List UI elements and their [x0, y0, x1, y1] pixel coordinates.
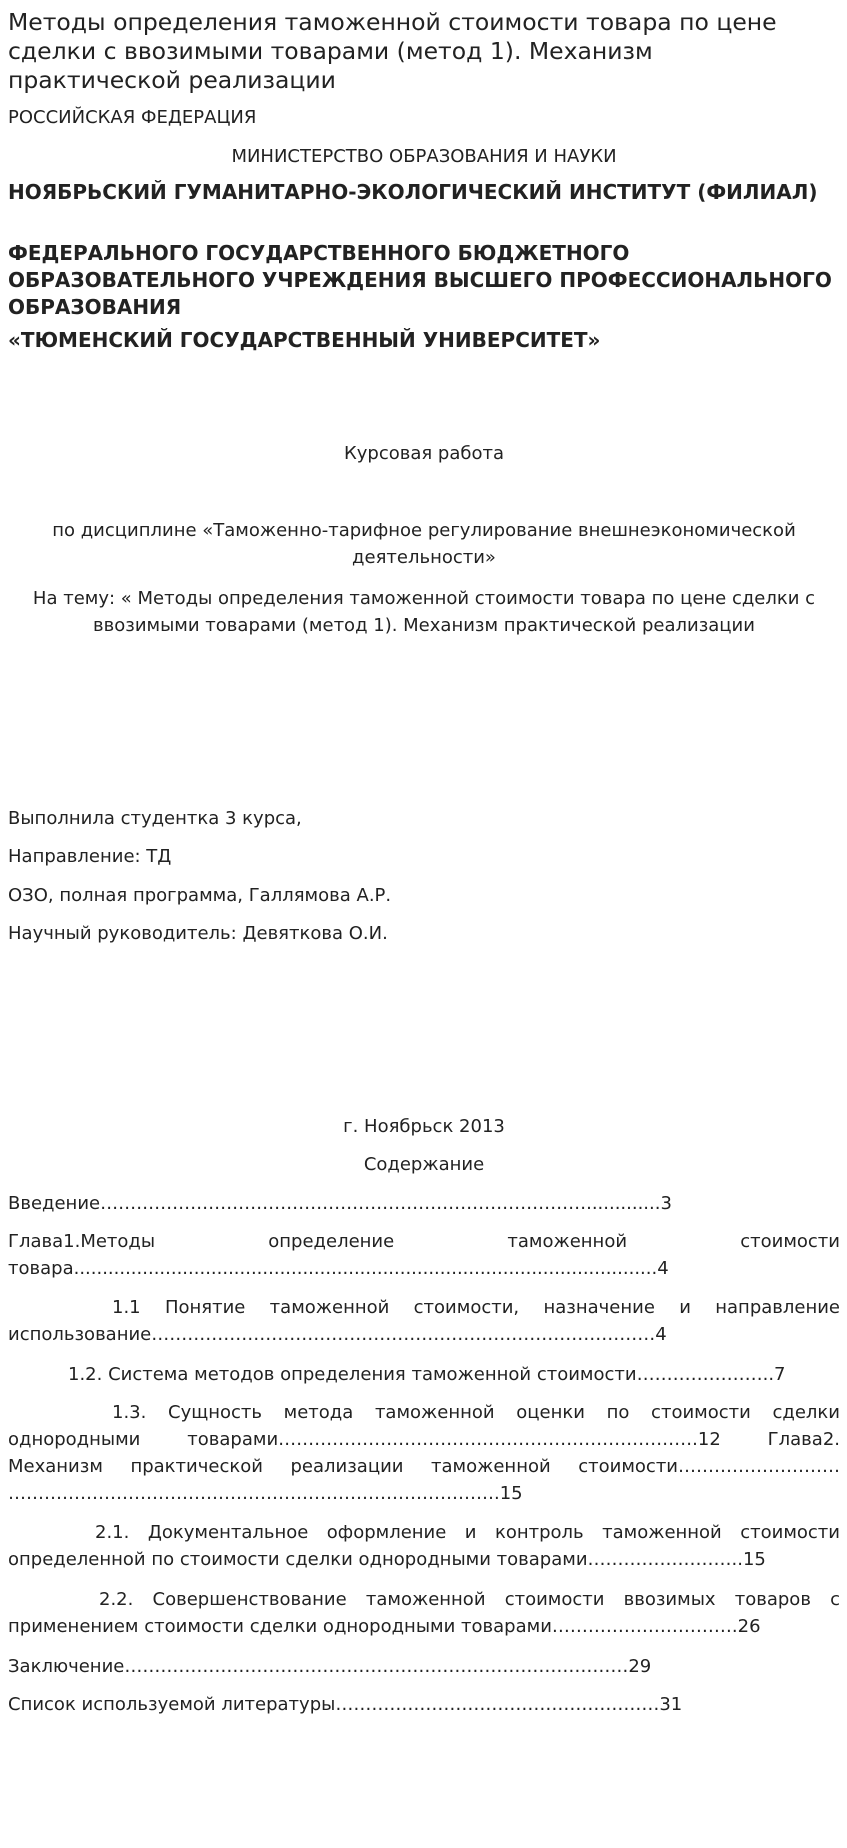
toc-item: 1.2. Система методов определения таможенной стоимости…………………..7: [68, 1364, 786, 1385]
institute-name: НОЯБРЬСКИЙ ГУМАНИТАРНО-ЭКОЛОГИЧЕСКИЙ ИНСТИТУТ (ФИЛИАЛ): [8, 180, 818, 204]
student-info-line: ОЗО, полная программа, Галлямова А.Р.: [8, 885, 392, 906]
work-topic: На тему: « Методы определения таможенной стоимости товара по цене сделки с ввозимыми товарами (метод 1). Механизм практической реализации: [32, 588, 816, 636]
work-type: Курсовая работа: [343, 443, 505, 464]
ministry-label: МИНИСТЕРСТВО ОБРАЗОВАНИЯ И НАУКИ: [231, 146, 617, 167]
city-year: г. Ноябрьск 2013: [343, 1116, 505, 1137]
supervisor-info-line: Научный руководитель: Девяткова О.И.: [8, 923, 388, 944]
toc-item: 2.2. Совершенствование таможенной стоимости ввозимых товаров с применением стоимости сделки однородными товарами………………………….26: [8, 1589, 840, 1637]
country-label: РОССИЙСКАЯ ФЕДЕРАЦИЯ: [8, 107, 257, 128]
page-title: Методы определения таможенной стоимости товара по цене сделки с ввозимыми товарами (метод 1). Механизм практической реализации: [8, 8, 777, 94]
federal-institution-name: ФЕДЕРАЛЬНОГО ГОСУДАРСТВЕННОГО БЮДЖЕТНОГО ОБРАЗОВАТЕЛЬНОГО УЧРЕЖДЕНИЯ ВЫСШЕГО ПРОФЕССИОНАЛЬНОГО ОБРАЗОВАНИЯ: [8, 241, 832, 319]
toc-heading: Содержание: [363, 1154, 485, 1175]
university-name: «ТЮМЕНСКИЙ ГОСУДАРСТВЕННЫЙ УНИВЕРСИТЕТ»: [8, 328, 601, 352]
toc-item: Глава1.Методы определение таможенной стоимости товара......................................................................................................4: [8, 1231, 840, 1279]
work-discipline: по дисциплине «Таможенно-тарифное регулирование внешнеэкономической деятельности»: [52, 520, 796, 568]
toc-item: 1.1 Понятие таможенной стоимости, назначение и направление использование…………………………………………………………………………4: [8, 1297, 840, 1345]
student-info-line: Выполнила студентка 3 курса,: [8, 808, 302, 829]
toc-item: 2.1. Документальное оформление и контроль таможенной стоимости определенной по стоимости сделки однородными товарами……………………..15: [8, 1522, 840, 1570]
toc-item: 1.3. Сущность метода таможенной оценки по стоимости сделки однородными товарами…………………………………………………………….12 Глава2. Механизм практической реализации таможенной стоимости……………………… ……………………………………………………………………….15: [8, 1402, 840, 1504]
toc-item: Заключение…………………………………………………………………………29: [8, 1656, 652, 1677]
student-info-line: Направление: ТД: [8, 846, 172, 867]
toc-item: Введение……………………………………………………………………….............3: [8, 1193, 672, 1214]
toc-item: Список используемой литературы………………………………………………31: [8, 1694, 683, 1715]
